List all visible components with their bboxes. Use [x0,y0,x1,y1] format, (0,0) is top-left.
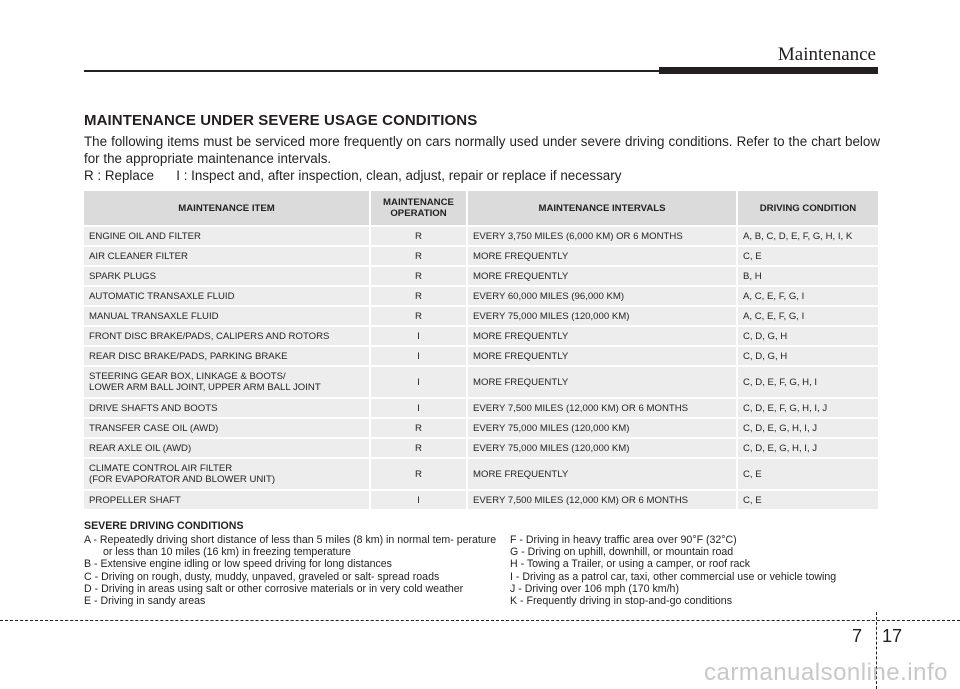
cell-operation: R [371,287,468,305]
cell-item [84,459,371,489]
condition-i: I - Driving as a patrol car, taxi, other commercial use or vehicle towing [510,570,837,583]
cell-condition: C, E [738,491,878,509]
cell-operation: I [371,347,468,365]
cell-item: FRONT DISC BRAKE/PADS, CALIPERS AND ROTORS [84,327,371,345]
cell-item: DRIVE SHAFTS AND BOOTS [84,399,371,417]
cell-interval: MORE FREQUENTLY [468,347,738,365]
cell-operation: I [371,491,468,509]
cell-condition: A, C, E, F, G, I [738,287,878,305]
cell-condition: B, H [738,267,878,285]
intro-paragraph: The following items must be serviced more frequently on cars normally used under severe driving conditions. Refer to the chart below for the appropriate maintenance intervals. [84,134,880,166]
cell-interval: MORE FREQUENTLY [468,459,738,489]
cell-item: AIR CLEANER FILTER [84,247,371,265]
table-row [84,399,878,417]
section-title: MAINTENANCE UNDER SEVERE USAGE CONDITIONS [84,112,478,129]
cell-item [84,367,371,397]
col-header-item: MAINTENANCE ITEM [84,191,371,225]
cell-operation: R [371,419,468,437]
cell-operation: R [371,459,468,489]
cell-item-line-1: CLIMATE CONTROL AIR FILTER [89,463,233,474]
condition-a: A - Repeatedly driving short distance of less than 5 miles (8 km) in normal tem- perature or less than 10 miles (16 km) in freezing temperature [84,534,497,559]
cell-interval: EVERY 60,000 MILES (96,000 KM) [468,287,738,305]
page-number: 17 [882,626,903,646]
watermark: carmanualsonline.info [704,659,948,686]
conditions-title: SEVERE DRIVING CONDITIONS [84,520,244,532]
condition-d: D - Driving in areas using salt or other corrosive materials or in very cold weather [84,582,464,595]
table-row [84,491,878,509]
cell-interval: EVERY 3,750 MILES (6,000 KM) OR 6 MONTHS [468,227,738,245]
cell-condition: A, C, E, F, G, I [738,307,878,325]
cell-condition: C, D, E, G, H, I, J [738,419,878,437]
cell-item: TRANSFER CASE OIL (AWD) [84,419,371,437]
condition-h: H - Towing a Trailer, or using a camper, or roof rack [510,558,751,571]
condition-j: J - Driving over 106 mph (170 km/h) [510,582,679,595]
col-header-intervals: MAINTENANCE INTERVALS [468,191,738,225]
cell-condition: C, D, G, H [738,327,878,345]
cell-interval: EVERY 75,000 MILES (120,000 KM) [468,307,738,325]
cell-operation: R [371,307,468,325]
table-row [84,307,878,325]
maintenance-table [84,189,878,511]
table-row [84,267,878,285]
table-row [84,227,878,245]
cell-condition: A, B, C, D, E, F, G, H, I, K [738,227,878,245]
condition-k: K - Frequently driving in stop-and-go conditions [510,595,732,608]
condition-e: E - Driving in sandy areas [84,595,206,608]
table-row [84,327,878,345]
condition-b: B - Extensive engine idling or low speed driving for long distances [84,558,392,571]
table-row [84,287,878,305]
cell-operation: R [371,227,468,245]
cell-operation: I [371,367,468,397]
table-row [84,459,878,489]
header-rule-accent [659,67,878,74]
cell-interval: MORE FREQUENTLY [468,367,738,397]
condition-g: G - Driving on uphill, downhill, or mountain road [510,546,734,559]
cell-item-line-2: (FOR EVAPORATOR AND BLOWER UNIT) [89,474,276,485]
conditions-list-right [510,534,890,607]
table-row [84,419,878,437]
cell-condition: C, D, E, G, H, I, J [738,439,878,457]
cell-condition: C, D, E, F, G, H, I [738,367,878,397]
cell-condition: C, D, E, F, G, H, I, J [738,399,878,417]
condition-f: F - Driving in heavy traffic area over 90°F (32°C) [510,534,737,546]
cell-item: PROPELLER SHAFT [84,491,371,509]
cell-item-line-1: STEERING GEAR BOX, LINKAGE & BOOTS/ [89,371,286,382]
cell-item: MANUAL TRANSAXLE FLUID [84,307,371,325]
table-row [84,347,878,365]
cell-operation: R [371,439,468,457]
table-row [84,439,878,457]
cell-operation: R [371,247,468,265]
cell-interval: EVERY 75,000 MILES (120,000 KM) [468,439,738,457]
operation-legend: R : Replace I : Inspect and, after inspection, clean, adjust, repair or replace if necessary [84,168,622,183]
conditions-list-left [84,534,504,607]
cell-interval: MORE FREQUENTLY [468,267,738,285]
table-header-row [84,191,878,225]
cell-interval: MORE FREQUENTLY [468,247,738,265]
page-chapter: 7 [852,626,863,646]
cell-interval: MORE FREQUENTLY [468,327,738,345]
cell-interval: EVERY 7,500 MILES (12,000 KM) OR 6 MONTHS [468,399,738,417]
table-row [84,247,878,265]
table-row [84,367,878,397]
cell-item: SPARK PLUGS [84,267,371,285]
cell-condition: C, E [738,247,878,265]
header-title: Maintenance [777,44,876,65]
cell-operation: I [371,399,468,417]
cell-condition: C, D, G, H [738,347,878,365]
cell-item: ENGINE OIL AND FILTER [84,227,371,245]
col-header-operation: MAINTENANCE OPERATION [371,191,468,225]
cell-item-line-2: LOWER ARM BALL JOINT, UPPER ARM BALL JOINT [89,382,321,393]
cell-interval: EVERY 75,000 MILES (120,000 KM) [468,419,738,437]
condition-c: C - Driving on rough, dusty, muddy, unpaved, graveled or salt- spread roads [84,570,440,583]
col-header-condition: DRIVING CONDITION [738,191,878,225]
cell-item: REAR AXLE OIL (AWD) [84,439,371,457]
cell-interval: EVERY 7,500 MILES (12,000 KM) OR 6 MONTHS [468,491,738,509]
footer-rule [0,620,960,621]
header-rule [84,70,664,72]
cell-operation: R [371,267,468,285]
cell-condition: C, E [738,459,878,489]
cell-item: REAR DISC BRAKE/PADS, PARKING BRAKE [84,347,371,365]
cell-operation: I [371,327,468,345]
cell-item: AUTOMATIC TRANSAXLE FLUID [84,287,371,305]
